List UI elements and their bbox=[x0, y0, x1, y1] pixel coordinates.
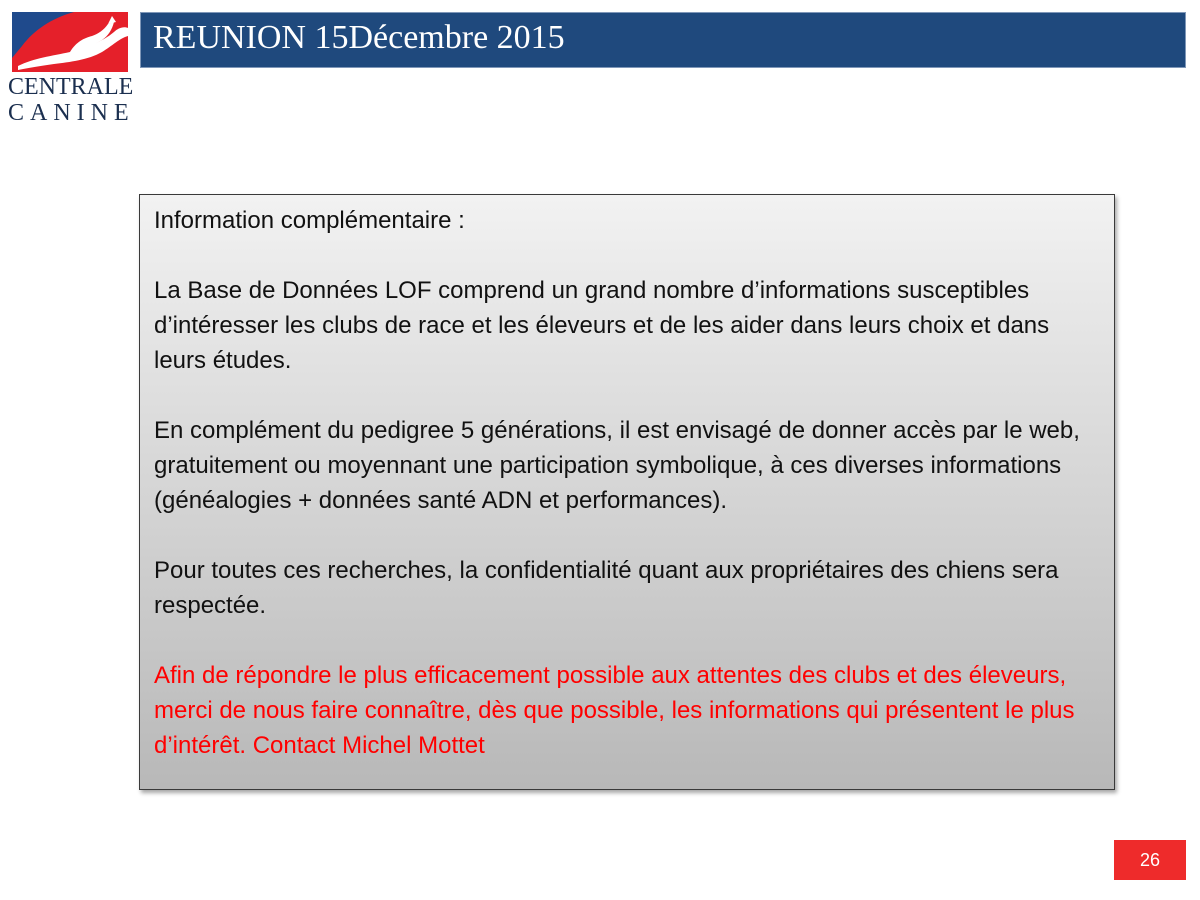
info-paragraph-database: La Base de Données LOF comprend un grand nombre d’informations susceptibles d’intéresser les clubs de race et les éleveurs et de les aider dans leurs choix et dans leurs études. bbox=[154, 277, 1050, 374]
info-heading: Information complémentaire : bbox=[154, 207, 465, 234]
logo-line-centrale: CENTRALE bbox=[8, 74, 134, 100]
page-number-badge: 26 bbox=[1114, 840, 1186, 880]
info-paragraph-web-access: En complément du pedigree 5 générations, il est envisagé de donner accès par le web, gratuitement ou moyennant une participation symbolique, à ces diverses informations (généalogies + données santé ADN et performances). bbox=[154, 417, 1080, 514]
slide-title: REUNION 15Décembre 2015 bbox=[153, 19, 565, 56]
logo-text bbox=[8, 74, 135, 126]
title-bar bbox=[140, 12, 1186, 68]
centrale-canine-logo bbox=[8, 8, 135, 130]
information-box bbox=[139, 194, 1115, 790]
logo-line-canine: CANINE bbox=[8, 100, 135, 126]
dog-flag-logo-icon bbox=[12, 12, 128, 72]
info-paragraph-confidentiality: Pour toutes ces recherches, la confidentialité quant aux propriétaires des chiens sera respectée. bbox=[154, 557, 1059, 619]
info-paragraph-contact: Afin de répondre le plus efficacement possible aux attentes des clubs et des éleveurs, merci de nous faire connaître, dès que possible, les informations qui présentent le plus d’intérêt. Contact Michel Mottet bbox=[154, 662, 1075, 759]
